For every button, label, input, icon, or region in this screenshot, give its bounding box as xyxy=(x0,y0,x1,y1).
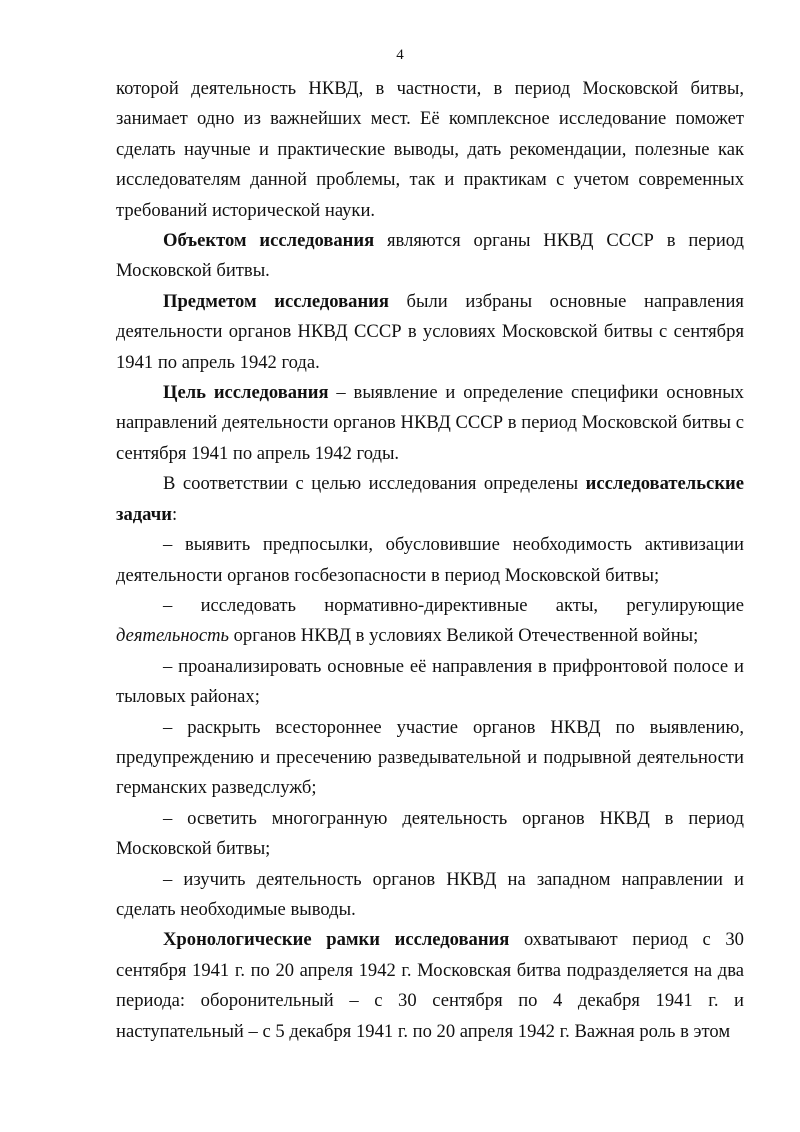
task-item-5: – осветить многогранную деятельность органов НКВД в период Московской битвы; xyxy=(116,807,744,860)
paragraph-subject-text: были избраны основные направления деятельности органов НКВД СССР в условиях Московской битвы с сентября 1941 по апрель 1942 года. xyxy=(116,290,744,373)
term-object: Объектом исследования xyxy=(163,230,375,252)
paragraph-chronology-text: охватывают период с 30 сентября 1941 г. по 20 апреля 1942 г. Московская битва подразделяется на два периода: оборонительный – с 30 сентября по 4 декабря 1941 г. и наступательный – с 5 декабря 1941 г. по 20 апреля 1942 г. Важная роль в этом xyxy=(116,929,744,1042)
task-item-1: – выявить предпосылки, обусловившие необходимость активизации деятельности органов госбезопасности в период Московской битвы; xyxy=(116,534,744,586)
page-number: 4 xyxy=(396,47,404,63)
paragraph-object xyxy=(116,226,744,287)
paragraph-chronology xyxy=(116,925,744,1047)
task-item-2-italic: деятельность xyxy=(116,625,229,647)
task-item-4: – раскрыть всестороннее участие органов НКВД по выявлению, предупреждению и пресечению разведывательной и подрывной деятельности германских разведслужб; xyxy=(116,716,744,799)
paragraph-subject xyxy=(116,287,744,378)
task-item-2-rest: органов НКВД в условиях Великой Отечественной войны; xyxy=(228,625,699,647)
paragraph-tasks-colon: : xyxy=(171,503,178,525)
body-text xyxy=(116,74,744,1047)
paragraph-object-text: являются органы НКВД СССР в период Московской битвы. xyxy=(116,230,744,282)
task-item-3: – проанализировать основные её направления в прифронтовой полосе и тыловых районах; xyxy=(116,655,744,708)
paragraph-intro: которой деятельность НКВД, в частности, в период Московской битвы, занимает одно из важнейших мест. Её комплексное исследование поможет сделать научные и практические выводы, дать рекомендации, полезные как исследователям данной проблемы, так и практикам с учетом современных требований исторической науки. xyxy=(116,78,744,221)
term-subject: Предметом исследования xyxy=(163,290,389,312)
paragraph-tasks-lead: В соответствии с целью исследования определены xyxy=(163,473,586,495)
paragraph-goal-text: – выявление и определение специфики основных направлений деятельности органов НКВД СССР в период Московской битвы с сентября 1941 по апрель 1942 годы. xyxy=(116,382,744,464)
term-chronology: Хронологические рамки исследования xyxy=(163,929,510,951)
task-item-2-lead: – исследовать нормативно-директивные акты, регулирующие xyxy=(163,594,744,616)
term-tasks: исследовательские задачи xyxy=(116,473,744,525)
task-item-2 xyxy=(116,591,744,652)
paragraph-tasks-intro xyxy=(116,469,744,530)
paragraph-goal xyxy=(116,378,744,469)
task-item-6: – изучить деятельность органов НКВД на западном направлении и сделать необходимые выводы. xyxy=(116,868,744,920)
term-goal: Цель исследования xyxy=(163,382,329,404)
